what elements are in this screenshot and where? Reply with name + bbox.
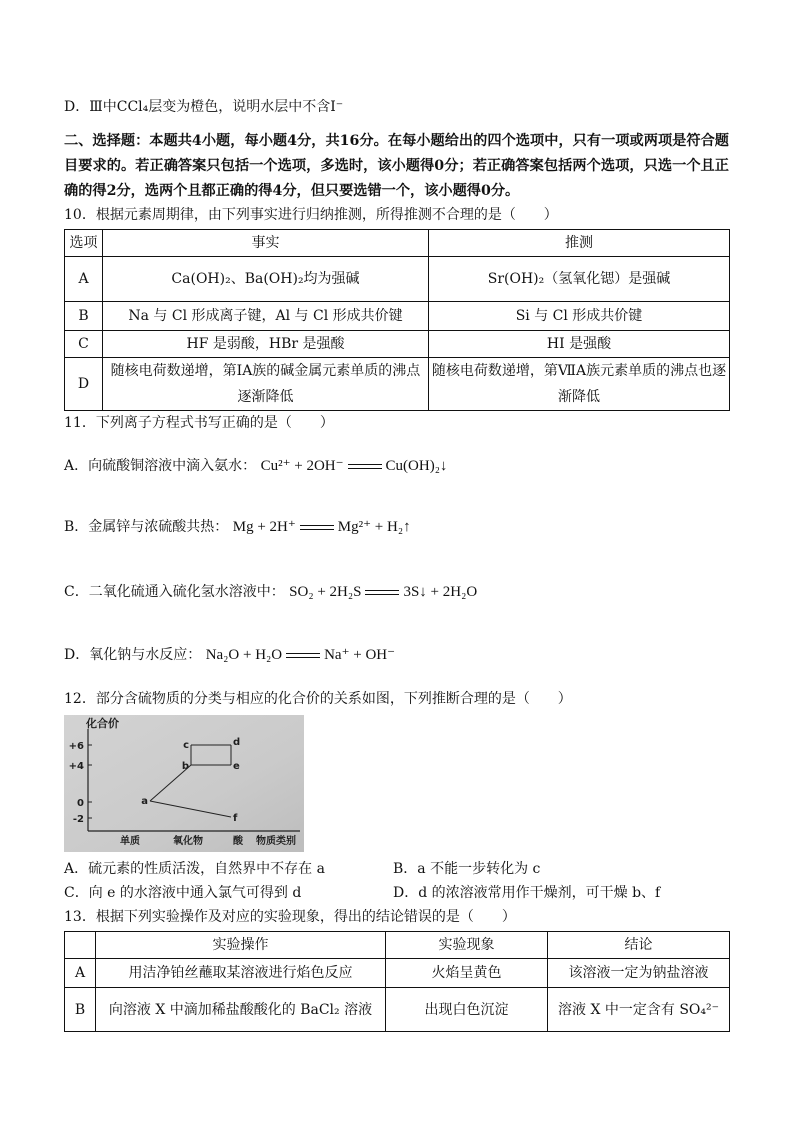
table-row-a <box>65 959 730 988</box>
equation-left: Mg + 2H⁺ <box>232 519 296 535</box>
y-tick-label: -2 <box>72 814 84 825</box>
q10-table <box>64 229 730 411</box>
section-2-instructions <box>64 129 729 204</box>
inference-cell: HI 是强酸 <box>429 331 730 358</box>
equation-right: Mg²⁺ + H₂↑ <box>337 519 411 535</box>
q10-stem: 10．根据元素周期律，由下列事实进行归纳推测，所得推测不合理的是（ ） <box>64 207 558 223</box>
header-blank <box>65 932 96 959</box>
q9-option-d <box>64 97 343 117</box>
option-text: a 不能一步转化为 c <box>417 861 541 877</box>
table-row-d <box>65 358 730 411</box>
option-label: B． <box>393 861 418 877</box>
equals-sign <box>286 653 320 658</box>
q11-stem: 11．下列离子方程式书写正确的是（ ） <box>64 415 334 431</box>
option-text: d 的浓溶液常用作干燥剂，可干燥 b、f <box>418 885 661 901</box>
header-operation: 实验操作 <box>96 932 386 959</box>
point-label-e: e <box>233 761 240 772</box>
inference-cell: Si 与 Cl 形成共价键 <box>429 302 730 331</box>
option-label: B． <box>64 519 89 535</box>
table-header-row <box>65 932 730 959</box>
q11-option-d <box>64 645 395 665</box>
table-row-a <box>65 257 730 302</box>
equals-sign <box>300 525 334 530</box>
equation-right: Cu(OH)₂↓ <box>385 458 448 474</box>
table-header-row <box>65 230 730 257</box>
fact-cell: HF 是弱酸，HBr 是强酸 <box>103 331 429 358</box>
table-row-c <box>65 331 730 358</box>
inference-cell: 随核电荷数递增，第ⅦA族元素单质的沸点也逐渐降低 <box>429 358 730 411</box>
inference-cell: Sr(OH)₂（氢氧化锶）是强碱 <box>429 257 730 302</box>
point-label-f: f <box>233 813 238 824</box>
equation-left: Na₂O + H₂O <box>205 647 283 663</box>
point-label-d: d <box>233 737 241 748</box>
conclusion-cell: 溶液 X 中一定含有 SO₄²⁻ <box>548 988 730 1032</box>
q12-option-c <box>64 883 301 903</box>
option-label: D． <box>393 885 419 901</box>
equation-left: SO₂ + 2H₂S <box>289 584 362 600</box>
equation-right: 3S↓ + 2H₂O <box>403 584 478 600</box>
x-category-label: 氧化物 <box>173 836 203 847</box>
option-text: 向 e 的水溶液中通入氯气可得到 d <box>88 885 302 901</box>
option-cell: D <box>65 358 103 411</box>
option-text: 硫元素的性质活泼，自然界中不存在 a <box>88 861 325 877</box>
option-cell: A <box>65 257 103 302</box>
table-row-b <box>65 302 730 331</box>
conclusion-cell: 该溶液一定为钠盐溶液 <box>548 959 730 988</box>
header-option: 选项 <box>65 230 103 257</box>
header-inference: 推测 <box>429 230 730 257</box>
q12-option-d <box>393 883 660 903</box>
x-category-label: 单质 <box>120 836 140 847</box>
option-label: D． <box>64 99 90 115</box>
q13-table <box>64 931 730 1032</box>
instruction-line-1: 二、选择题：本题共4小题，每小题4分，共16分。在每小题给出的四个选项中，只有一项或两项是符合题 <box>64 133 729 149</box>
point-label-c: c <box>183 740 189 751</box>
equals-sign <box>348 464 382 469</box>
fact-cell: Ca(OH)₂、Ba(OH)₂均为强碱 <box>103 257 429 302</box>
option-cell: B <box>65 302 103 331</box>
q12-option-a <box>64 859 325 879</box>
point-label-a: a <box>141 796 148 807</box>
point-label-b: b <box>181 761 189 772</box>
y-tick-label: 0 <box>77 798 84 809</box>
option-cell: A <box>65 959 96 988</box>
operation-cell: 向溶液 X 中滴加稀盐酸酸化的 BaCl₂ 溶液 <box>96 988 386 1032</box>
y-axis-label: 化合价 <box>86 717 119 730</box>
q13-stem: 13．根据下列实验操作及对应的实验现象，得出的结论错误的是（ ） <box>64 909 516 925</box>
option-cell: B <box>65 988 96 1032</box>
phenomenon-cell: 出现白色沉淀 <box>386 988 548 1032</box>
header-phenomenon: 实验现象 <box>386 932 548 959</box>
option-label: D． <box>64 647 90 663</box>
option-text: 向硫酸铜溶液中滴入氨水： <box>88 458 257 474</box>
x-axis-label: 物质类别 <box>256 836 296 847</box>
option-label: A． <box>64 458 89 474</box>
fact-cell: Na 与 Cl 形成离子键，Al 与 Cl 形成共价键 <box>103 302 429 331</box>
q11-option-b <box>64 517 411 537</box>
option-text: 金属锌与浓硫酸共热： <box>88 519 229 535</box>
q11-option-a <box>64 456 447 476</box>
fact-cell: 随核电荷数递增，第ⅠA族的碱金属元素单质的沸点逐渐降低 <box>103 358 429 411</box>
header-fact: 事实 <box>103 230 429 257</box>
phenomenon-cell: 火焰呈黄色 <box>386 959 548 988</box>
y-tick-label: +6 <box>68 741 84 752</box>
option-cell: C <box>65 331 103 358</box>
option-text: 氧化钠与水反应： <box>89 647 202 663</box>
q12-stem: 12．部分含硫物质的分类与相应的化合价的关系如图，下列推断合理的是（ ） <box>64 691 572 707</box>
sulfur-valence-diagram <box>64 715 304 852</box>
equation-right: Na⁺ + OH⁻ <box>324 647 396 663</box>
instruction-line-2: 目要求的。若正确答案只包括一个选项，多选时，该小题得0分；若正确答案包括两个选项，只选一个且正 <box>64 158 729 174</box>
instruction-line-3: 确的得2分，选两个且都正确的得4分，但只要选错一个，该小题得0分。 <box>64 183 520 199</box>
equals-sign <box>365 590 399 595</box>
x-category-label: 酸 <box>233 836 243 847</box>
table-row-b <box>65 988 730 1032</box>
q11-option-c <box>64 582 477 602</box>
option-label: A． <box>64 861 89 877</box>
option-text: Ⅲ中CCl₄层变为橙色，说明水层中不含I⁻ <box>89 99 344 115</box>
option-text: 二氧化硫通入硫化氢水溶液中： <box>88 584 285 600</box>
equation-left: Cu²⁺ + 2OH⁻ <box>260 458 344 474</box>
option-label: C． <box>64 584 89 600</box>
header-conclusion: 结论 <box>548 932 730 959</box>
option-label: C． <box>64 885 89 901</box>
q12-option-b <box>393 859 540 879</box>
y-tick-label: +4 <box>68 761 84 772</box>
operation-cell: 用洁净铂丝蘸取某溶液进行焰色反应 <box>96 959 386 988</box>
